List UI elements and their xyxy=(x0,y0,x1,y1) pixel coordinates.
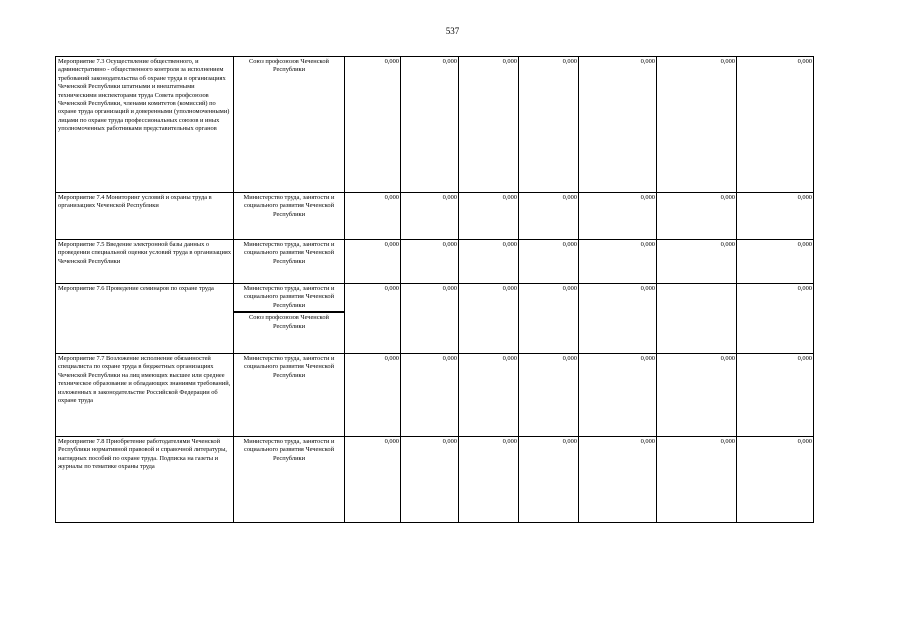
responsible-executor xyxy=(234,284,345,354)
amount-cell: 0,000 xyxy=(519,437,579,523)
amount-cell: 0,000 xyxy=(345,284,401,354)
table-row xyxy=(56,284,814,354)
activity-description: Мероприятие 7.8 Приобретение работодателями Чеченской Республики нормативной правовой и справочной литературы, наглядных пособий по охране труда. Подписка на газеты и журналы по тематике охраны труда xyxy=(56,437,234,523)
responsible-executor xyxy=(234,57,345,193)
amount-cell: 0,000 xyxy=(401,240,459,284)
amount-cell: 0,000 xyxy=(345,193,401,240)
responsible-organization: Союз профсоюзов Чеченской Республики xyxy=(234,311,344,332)
amount-cell: 0,000 xyxy=(459,354,519,437)
responsible-organization: Министерство труда, занятости и социального развития Чеченской Республики xyxy=(243,194,335,218)
amount-cell: 0,000 xyxy=(657,354,737,437)
amount-cell xyxy=(657,284,737,354)
activity-description: Мероприятие 7.5 Введение электронной базы данных о проведении специальной оценки условий труда в организациях Чеченской Республики xyxy=(56,240,234,284)
activity-description: Мероприятие 7.7 Возложение исполнение обязанностей специалиста по охране труда в бюджетных организациях Чеченской Республики на лиц имеющих высшее или среднее техническое образование и обладающих знаниями требований, изложенных в законодательстве Российской Федерации об охране труда xyxy=(56,354,234,437)
amount-cell: 0,000 xyxy=(519,284,579,354)
responsible-executor xyxy=(234,354,345,437)
responsible-organization: Министерство труда, занятости и социального развития Чеченской Республики xyxy=(243,355,335,379)
responsible-organization: Министерство труда, занятости и социального развития Чеченской Республики xyxy=(243,438,335,462)
table-row xyxy=(56,437,814,523)
amount-cell: 0,000 xyxy=(579,57,657,193)
amount-cell: 0,000 xyxy=(737,354,814,437)
amount-cell: 0,000 xyxy=(401,284,459,354)
activity-description: Мероприятие 7.3 Осуществление общественного, и административно - общественного контроля за исполнением требований законодательства об охране труда в организациях Чеченской Республики штатными и внештатными техническими инспекторами труда Совета профсоюзов Чеченской Республики, членами комитетов (комиссий) по охране труда организаций и доверенными (уполномоченными) лицами по охране труда профессиональных союзов и иных уполномоченных работниками представительных органов xyxy=(56,57,234,193)
amount-cell: 0,000 xyxy=(459,284,519,354)
amount-cell: 0,000 xyxy=(579,193,657,240)
amount-cell: 0,000 xyxy=(459,437,519,523)
table-row xyxy=(56,193,814,240)
amount-cell: 0,000 xyxy=(737,57,814,193)
responsible-executor xyxy=(234,240,345,284)
table-row xyxy=(56,354,814,437)
amount-cell: 0,000 xyxy=(519,240,579,284)
amount-cell: 0,000 xyxy=(579,354,657,437)
amount-cell: 0,000 xyxy=(459,57,519,193)
amount-cell: 0,000 xyxy=(401,437,459,523)
amount-cell: 0,000 xyxy=(401,354,459,437)
responsible-organization: Министерство труда, занятости и социального развития Чеченской Республики xyxy=(243,241,335,265)
amount-cell: 0,000 xyxy=(737,193,814,240)
amount-cell: 0,000 xyxy=(345,57,401,193)
amount-cell: 0,000 xyxy=(737,437,814,523)
amount-cell: 0,000 xyxy=(579,284,657,354)
amount-cell: 0,000 xyxy=(459,193,519,240)
amount-cell: 0,000 xyxy=(345,437,401,523)
responsible-organization: Министерство труда, занятости и социального развития Чеченской Республики xyxy=(243,285,335,309)
amount-cell: 0,000 xyxy=(401,193,459,240)
amount-cell: 0,000 xyxy=(345,354,401,437)
table-row xyxy=(56,57,814,193)
amount-cell: 0,000 xyxy=(459,240,519,284)
amount-cell: 0,000 xyxy=(657,437,737,523)
amount-cell: 0,000 xyxy=(345,240,401,284)
amount-cell: 0,000 xyxy=(737,284,814,354)
amount-cell: 0,000 xyxy=(657,240,737,284)
amount-cell: 0,000 xyxy=(401,57,459,193)
amount-cell: 0,000 xyxy=(579,437,657,523)
activity-description: Мероприятие 7.6 Проведение семинаров по охране труда xyxy=(56,284,234,354)
page-number: 537 xyxy=(445,26,460,36)
responsible-organization: Союз профсоюзов Чеченской Республики xyxy=(249,58,329,74)
program-activities-table xyxy=(55,56,814,523)
table-row xyxy=(56,240,814,284)
amount-cell: 0,000 xyxy=(657,193,737,240)
amount-cell: 0,000 xyxy=(737,240,814,284)
responsible-executor xyxy=(234,437,345,523)
responsible-executor xyxy=(234,193,345,240)
activity-description: Мероприятие 7.4 Мониторинг условий и охраны труда в организациях Чеченской Республики xyxy=(56,193,234,240)
amount-cell: 0,000 xyxy=(519,354,579,437)
amount-cell: 0,000 xyxy=(519,57,579,193)
amount-cell: 0,000 xyxy=(519,193,579,240)
amount-cell: 0,000 xyxy=(657,57,737,193)
amount-cell: 0,000 xyxy=(579,240,657,284)
